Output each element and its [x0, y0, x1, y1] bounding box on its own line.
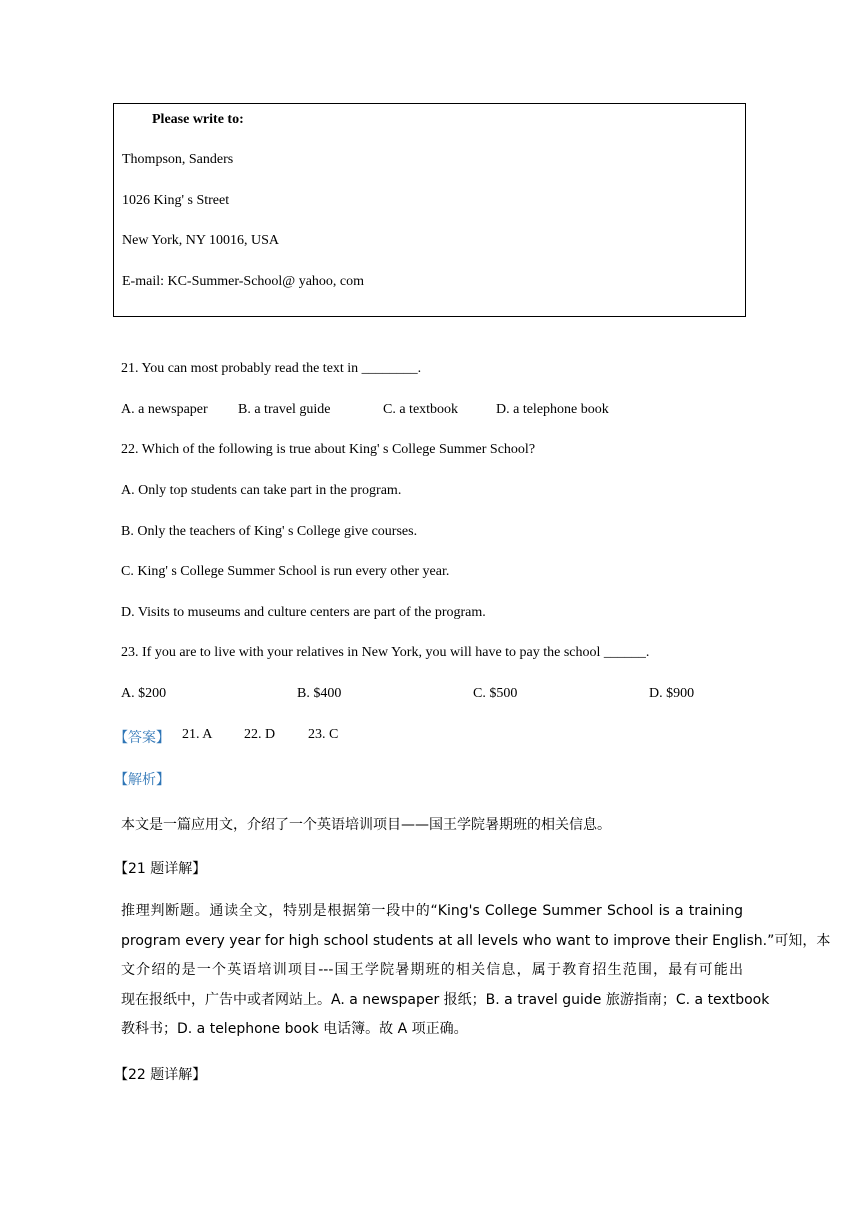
question-23-stem: 23. If you are to live with your relatives in New York, you will have to pay the school ______.: [121, 645, 650, 660]
answer-22: 22. D: [244, 727, 276, 742]
contact-email: E-mail: KC-Summer-School@ yahoo, com: [122, 274, 365, 289]
analysis-summary: 本文是一篇应用文，介绍了一个英语培训项目——国王学院暑期班的相关信息。: [121, 817, 611, 833]
question-23-option-d: D. $900: [649, 686, 695, 701]
question-22-option-b: B. Only the teachers of King' s College give courses.: [121, 524, 418, 539]
question-22-option-a: A. Only top students can take part in the program.: [121, 483, 402, 498]
q21-detail-line: program every year for high school students at all levels who want to improve their English.”可知，本: [121, 932, 831, 949]
contact-name: Thompson, Sanders: [122, 152, 234, 167]
question-21-stem: 21. You can most probably read the text in ________.: [121, 361, 422, 376]
question-21-option-a: A. a newspaper: [121, 402, 208, 417]
answer-21: 21. A: [182, 727, 213, 742]
question-21-option-b: B. a travel guide: [238, 402, 331, 417]
q21-detail-line: 推理判断题。通读全文，特别是根据第一段中的“King's College Summer School is a training: [121, 903, 743, 919]
q21-detail-line: 文介绍的是一个英语培训项目---国王学院暑期班的相关信息，属于教育招生范围，最有可能出: [121, 962, 743, 978]
q21-detail-heading: 【21 题详解】: [114, 861, 207, 877]
question-23-option-c: C. $500: [473, 686, 518, 701]
question-22-option-c: C. King' s College Summer School is run every other year.: [121, 564, 450, 579]
q21-detail-line: 现在报纸中，广告中或者网站上。A. a newspaper 报纸；B. a travel guide 旅游指南；C. a textbook: [121, 991, 770, 1008]
contact-box: [113, 103, 746, 317]
question-23-option-b: B. $400: [297, 686, 342, 701]
answer-label: 【答案】: [114, 730, 170, 746]
question-23-option-a: A. $200: [121, 686, 167, 701]
question-22-option-d: D. Visits to museums and culture centers are part of the program.: [121, 605, 486, 620]
question-21-option-d: D. a telephone book: [496, 402, 609, 417]
contact-street: 1026 King' s Street: [122, 193, 230, 208]
q21-detail-line: 教科书；D. a telephone book 电话簿。故 A 项正确。: [121, 1021, 468, 1037]
question-21-option-c: C. a textbook: [383, 402, 459, 417]
contact-heading: Please write to:: [152, 112, 244, 127]
question-22-stem: 22. Which of the following is true about King' s College Summer School?: [121, 442, 536, 457]
q21-detail-paragraph: [121, 897, 831, 1045]
analysis-label: 【解析】: [114, 772, 170, 788]
contact-city: New York, NY 10016, USA: [122, 233, 279, 248]
q22-detail-heading: 【22 题详解】: [114, 1067, 207, 1083]
answer-23: 23. C: [308, 727, 339, 742]
